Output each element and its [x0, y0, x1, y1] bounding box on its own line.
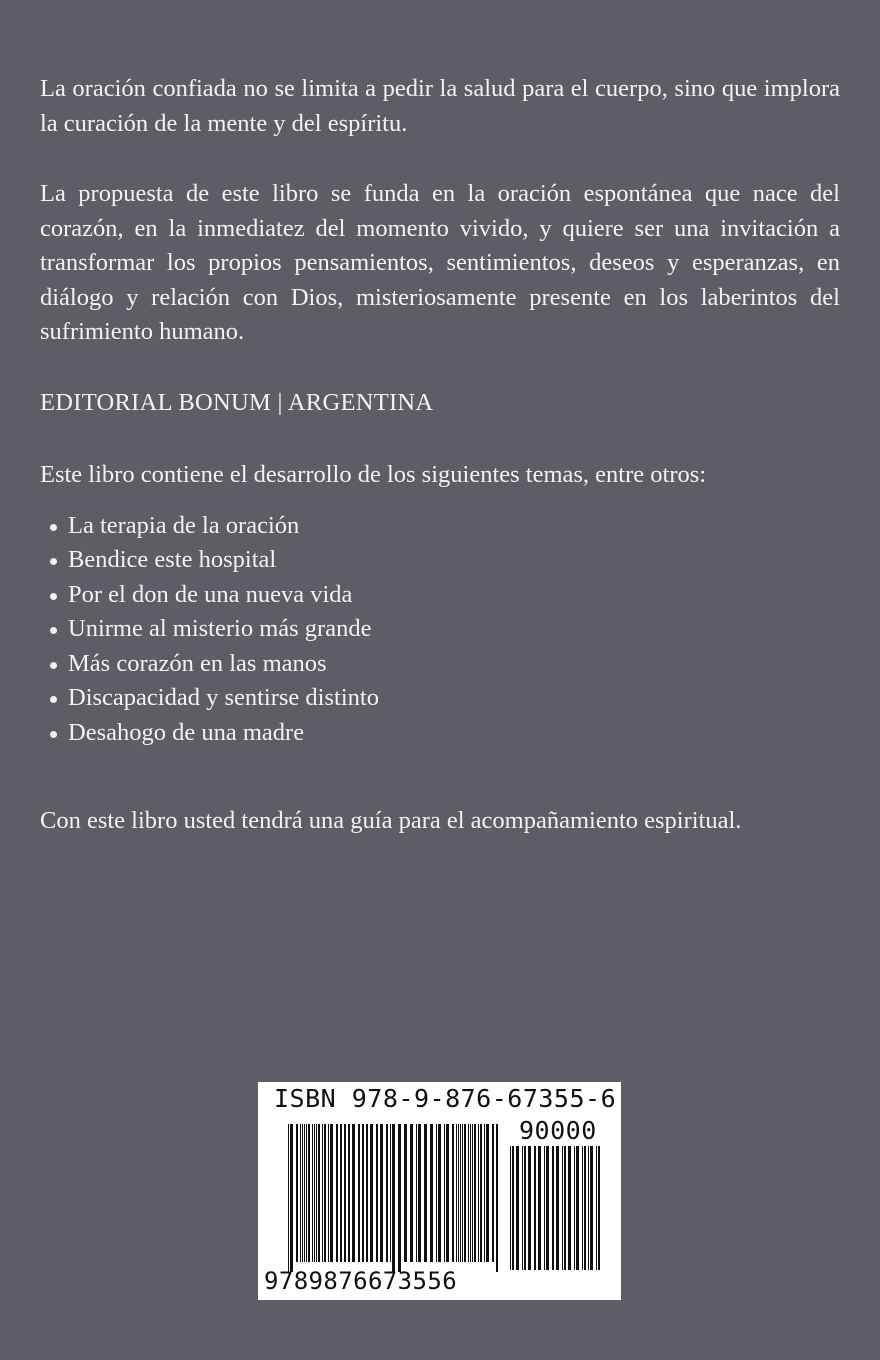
barcode-bar [344, 1124, 346, 1262]
barcode-bar [484, 1124, 485, 1262]
barcode-bar [306, 1124, 307, 1262]
list-item [40, 647, 840, 682]
topic-label: Unirme al misterio más grande [68, 615, 372, 642]
barcode-bar [516, 1146, 519, 1270]
barcode-bar [464, 1124, 466, 1262]
topics-list [40, 509, 840, 751]
barcode-bar [574, 1146, 575, 1270]
topic-label: Por el don de una nueva vida [68, 580, 353, 608]
barcode-bar [318, 1124, 320, 1262]
barcode-bar [456, 1124, 457, 1262]
bullet-icon [50, 593, 57, 600]
barcode-bar [386, 1124, 388, 1262]
barcode-bar [290, 1124, 293, 1272]
paragraph-proposal: La propuesta de este libro se funda en la oración espontánea que nace del corazón, en la inmediatez del momento vivido, y quiere ser una invitación a transformar los propios pensamientos, sentimientos, deseos y esperanzas, en diálogo y relación con Dios, misteriosamente presente en los laberintos del sufrimiento humano. [40, 180, 840, 345]
barcode-bar [304, 1124, 305, 1262]
barcode-bar [328, 1124, 329, 1262]
barcode-bar [370, 1124, 373, 1262]
barcode-bar [376, 1124, 378, 1262]
barcode-bar [584, 1146, 586, 1270]
barcode-addon-bars [510, 1146, 602, 1270]
barcode-addon-number: 90000 [519, 1116, 597, 1145]
barcode-bar [302, 1124, 303, 1262]
barcode-bar [524, 1146, 526, 1270]
barcode-bar [480, 1124, 482, 1262]
topics-intro: Este libro contiene el desarrollo de los siguientes temas, entre otros: [40, 461, 707, 488]
barcode-bar [588, 1146, 589, 1270]
barcode-bar [436, 1124, 437, 1262]
bullet-icon [50, 696, 57, 703]
barcode-bar [416, 1124, 417, 1262]
topic-label: Más corazón en las manos [68, 649, 327, 677]
barcode-bar [390, 1124, 391, 1262]
barcode-bar [598, 1146, 600, 1270]
barcode-bar [496, 1124, 498, 1272]
barcode-bar [430, 1124, 433, 1262]
bullet-icon [50, 627, 57, 634]
publisher-line: EDITORIAL BONUM | ARGENTINA [40, 388, 434, 416]
list-item [40, 509, 840, 544]
barcode-bar [534, 1146, 536, 1270]
barcode-bar [336, 1124, 338, 1262]
barcode-bar [410, 1124, 413, 1262]
bullet-icon [50, 662, 57, 669]
barcode-bar [486, 1124, 489, 1262]
barcode-bar [522, 1146, 523, 1270]
bullet-icon [50, 524, 57, 531]
barcode-bar [544, 1146, 545, 1270]
barcode-bar [468, 1124, 469, 1262]
barcode-bar [528, 1146, 531, 1270]
barcode-bar [470, 1124, 471, 1262]
closing-line: Con este libro usted tendrá una guía para el acompañamiento espiritual. [40, 807, 742, 834]
barcode-bar [322, 1124, 323, 1262]
barcode-bar [452, 1124, 454, 1262]
barcode-bar [462, 1124, 463, 1262]
barcode-bar [324, 1124, 326, 1262]
bullet-icon [50, 731, 57, 738]
barcode-bar [314, 1124, 315, 1262]
barcode-bar [492, 1124, 494, 1262]
barcode-bar [590, 1146, 593, 1270]
barcode-bar [478, 1124, 479, 1262]
barcode-bar [444, 1124, 445, 1262]
barcode-bar [564, 1146, 566, 1270]
barcode-bar [576, 1146, 579, 1270]
barcode-bar [472, 1124, 473, 1262]
barcode-bar [352, 1124, 355, 1262]
list-item [40, 612, 840, 647]
barcode-bar [562, 1146, 563, 1270]
topic-label: Bendice este hospital [68, 546, 277, 573]
barcode-bar [296, 1124, 298, 1262]
barcode-bar [596, 1146, 597, 1270]
barcode-bar [512, 1146, 514, 1270]
barcode-bar [438, 1124, 441, 1262]
barcode-bar [474, 1124, 476, 1262]
barcode-bar [288, 1124, 289, 1272]
paragraph-intro: La oración confiada no se limita a pedir la salud para el cuerpo, sino que implora la curación de la mente y del espíritu. [40, 75, 840, 137]
list-item [40, 578, 840, 613]
topic-label: La terapia de la oración [68, 511, 300, 539]
barcode-bar [538, 1146, 541, 1270]
barcode-bar [552, 1146, 554, 1270]
barcode-bar [398, 1124, 401, 1272]
barcode-bar [316, 1124, 317, 1262]
back-cover-text [40, 72, 840, 839]
list-item [40, 716, 840, 751]
barcode-bar [460, 1124, 461, 1262]
barcode-bar [348, 1124, 350, 1262]
barcode-bar [300, 1124, 301, 1262]
barcode-bar [380, 1124, 383, 1262]
isbn-label: ISBN 978-9-876-67355-6 [274, 1084, 617, 1113]
isbn-barcode [258, 1082, 621, 1300]
barcode-bar [510, 1146, 511, 1270]
barcode-bar [312, 1124, 313, 1262]
barcode-bar [362, 1124, 364, 1262]
ean-digits: 9789876673556 [264, 1267, 458, 1295]
barcode-bar [308, 1124, 310, 1262]
barcode-bar [446, 1124, 449, 1262]
barcode-bar [404, 1124, 407, 1262]
barcode-bar [358, 1124, 360, 1262]
barcode-bar [556, 1146, 559, 1270]
barcode-bar [582, 1146, 583, 1270]
barcode-bar [392, 1124, 395, 1272]
barcode-bar [418, 1124, 421, 1262]
barcode-bar [366, 1124, 368, 1262]
barcode-bar [340, 1124, 342, 1262]
barcode-bar [330, 1124, 333, 1262]
bullet-icon [50, 558, 57, 565]
barcode-bar [424, 1124, 427, 1262]
barcode-bar [458, 1124, 459, 1262]
list-item [40, 681, 840, 716]
barcode-main-bars [288, 1124, 501, 1272]
barcode-bar [546, 1146, 549, 1270]
topic-label: Discapacidad y sentirse distinto [68, 684, 379, 711]
topic-label: Desahogo de una madre [68, 718, 305, 746]
list-item [40, 543, 840, 578]
barcode-bar [568, 1146, 571, 1270]
